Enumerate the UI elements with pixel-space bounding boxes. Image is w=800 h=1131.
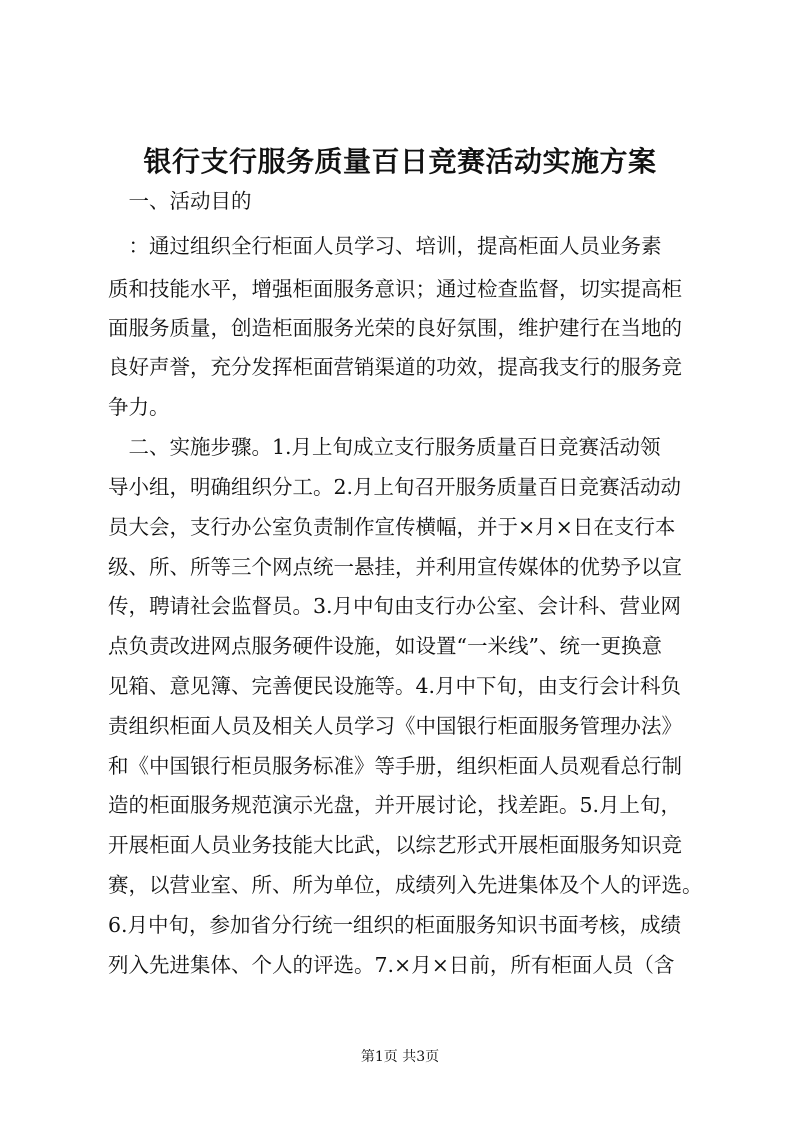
paragraph-line: 级、所、所等三个网点统一悬挂，并利用宣传媒体的优势予以宣 xyxy=(108,555,682,579)
paragraph-line: 二、实施步骤。1.月上旬成立支行服务质量百日竞赛活动领 xyxy=(108,435,661,459)
section-heading-1: 一、活动目的 xyxy=(108,189,252,213)
paragraph-line: 传，聘请社会监督员。3.月中旬由支行办公室、会计科、营业网 xyxy=(108,594,682,618)
paragraph-line: 6.月中旬，参加省分行统一组织的柜面服务知识书面考核，成绩 xyxy=(108,913,682,937)
paragraph-line: 面服务质量，创造柜面服务光荣的良好氛围，维护建行在当地的 xyxy=(108,316,682,340)
page-footer: 第1页 共3页 xyxy=(360,1049,440,1065)
paragraph-line: 质和技能水平，增强柜面服务意识；通过检查监督，切实提高柜 xyxy=(108,277,682,301)
paragraph-line: 点负责改进网点服务硬件设施，如设置“一米线”、统一更换意 xyxy=(108,634,662,658)
paragraph-line: 赛，以营业室、所、所为单位，成绩列入先进集体及个人的评选。 xyxy=(108,873,703,897)
paragraph-line: 员大会，支行办公室负责制作宣传横幅，并于×月×日在支行本 xyxy=(108,515,676,539)
paragraph-line: 和《中国银行柜员服务标准》等手册，组织柜面人员观看总行制 xyxy=(108,754,682,778)
document-title: 银行支行服务质量百日竞赛活动实施方案 xyxy=(143,145,657,178)
paragraph-line: 列入先进集体、个人的评选。7.×月×日前，所有柜面人员（含 xyxy=(108,953,675,977)
paragraph-line: 见箱、意见簿、完善便民设施等。4.月中下旬，由支行会计科负 xyxy=(108,674,682,698)
paragraph-line: ：通过组织全行柜面人员学习、培训，提高柜面人员业务素 xyxy=(108,234,662,258)
paragraph-line: 争力。 xyxy=(108,395,170,419)
paragraph-line: 责组织柜面人员及相关人员学习《中国银行柜面服务管理办法》 xyxy=(108,714,682,738)
paragraph-line: 导小组，明确组织分工。2.月上旬召开服务质量百日竞赛活动动 xyxy=(108,475,682,499)
paragraph-line: 造的柜面服务规范演示光盘，并开展讨论，找差距。5.月上旬， xyxy=(108,793,682,817)
paragraph-line: 开展柜面人员业务技能大比武，以综艺形式开展柜面服务知识竞 xyxy=(108,833,682,857)
paragraph-line: 良好声誉，充分发挥柜面营销渠道的功效，提高我支行的服务竞 xyxy=(108,355,682,379)
